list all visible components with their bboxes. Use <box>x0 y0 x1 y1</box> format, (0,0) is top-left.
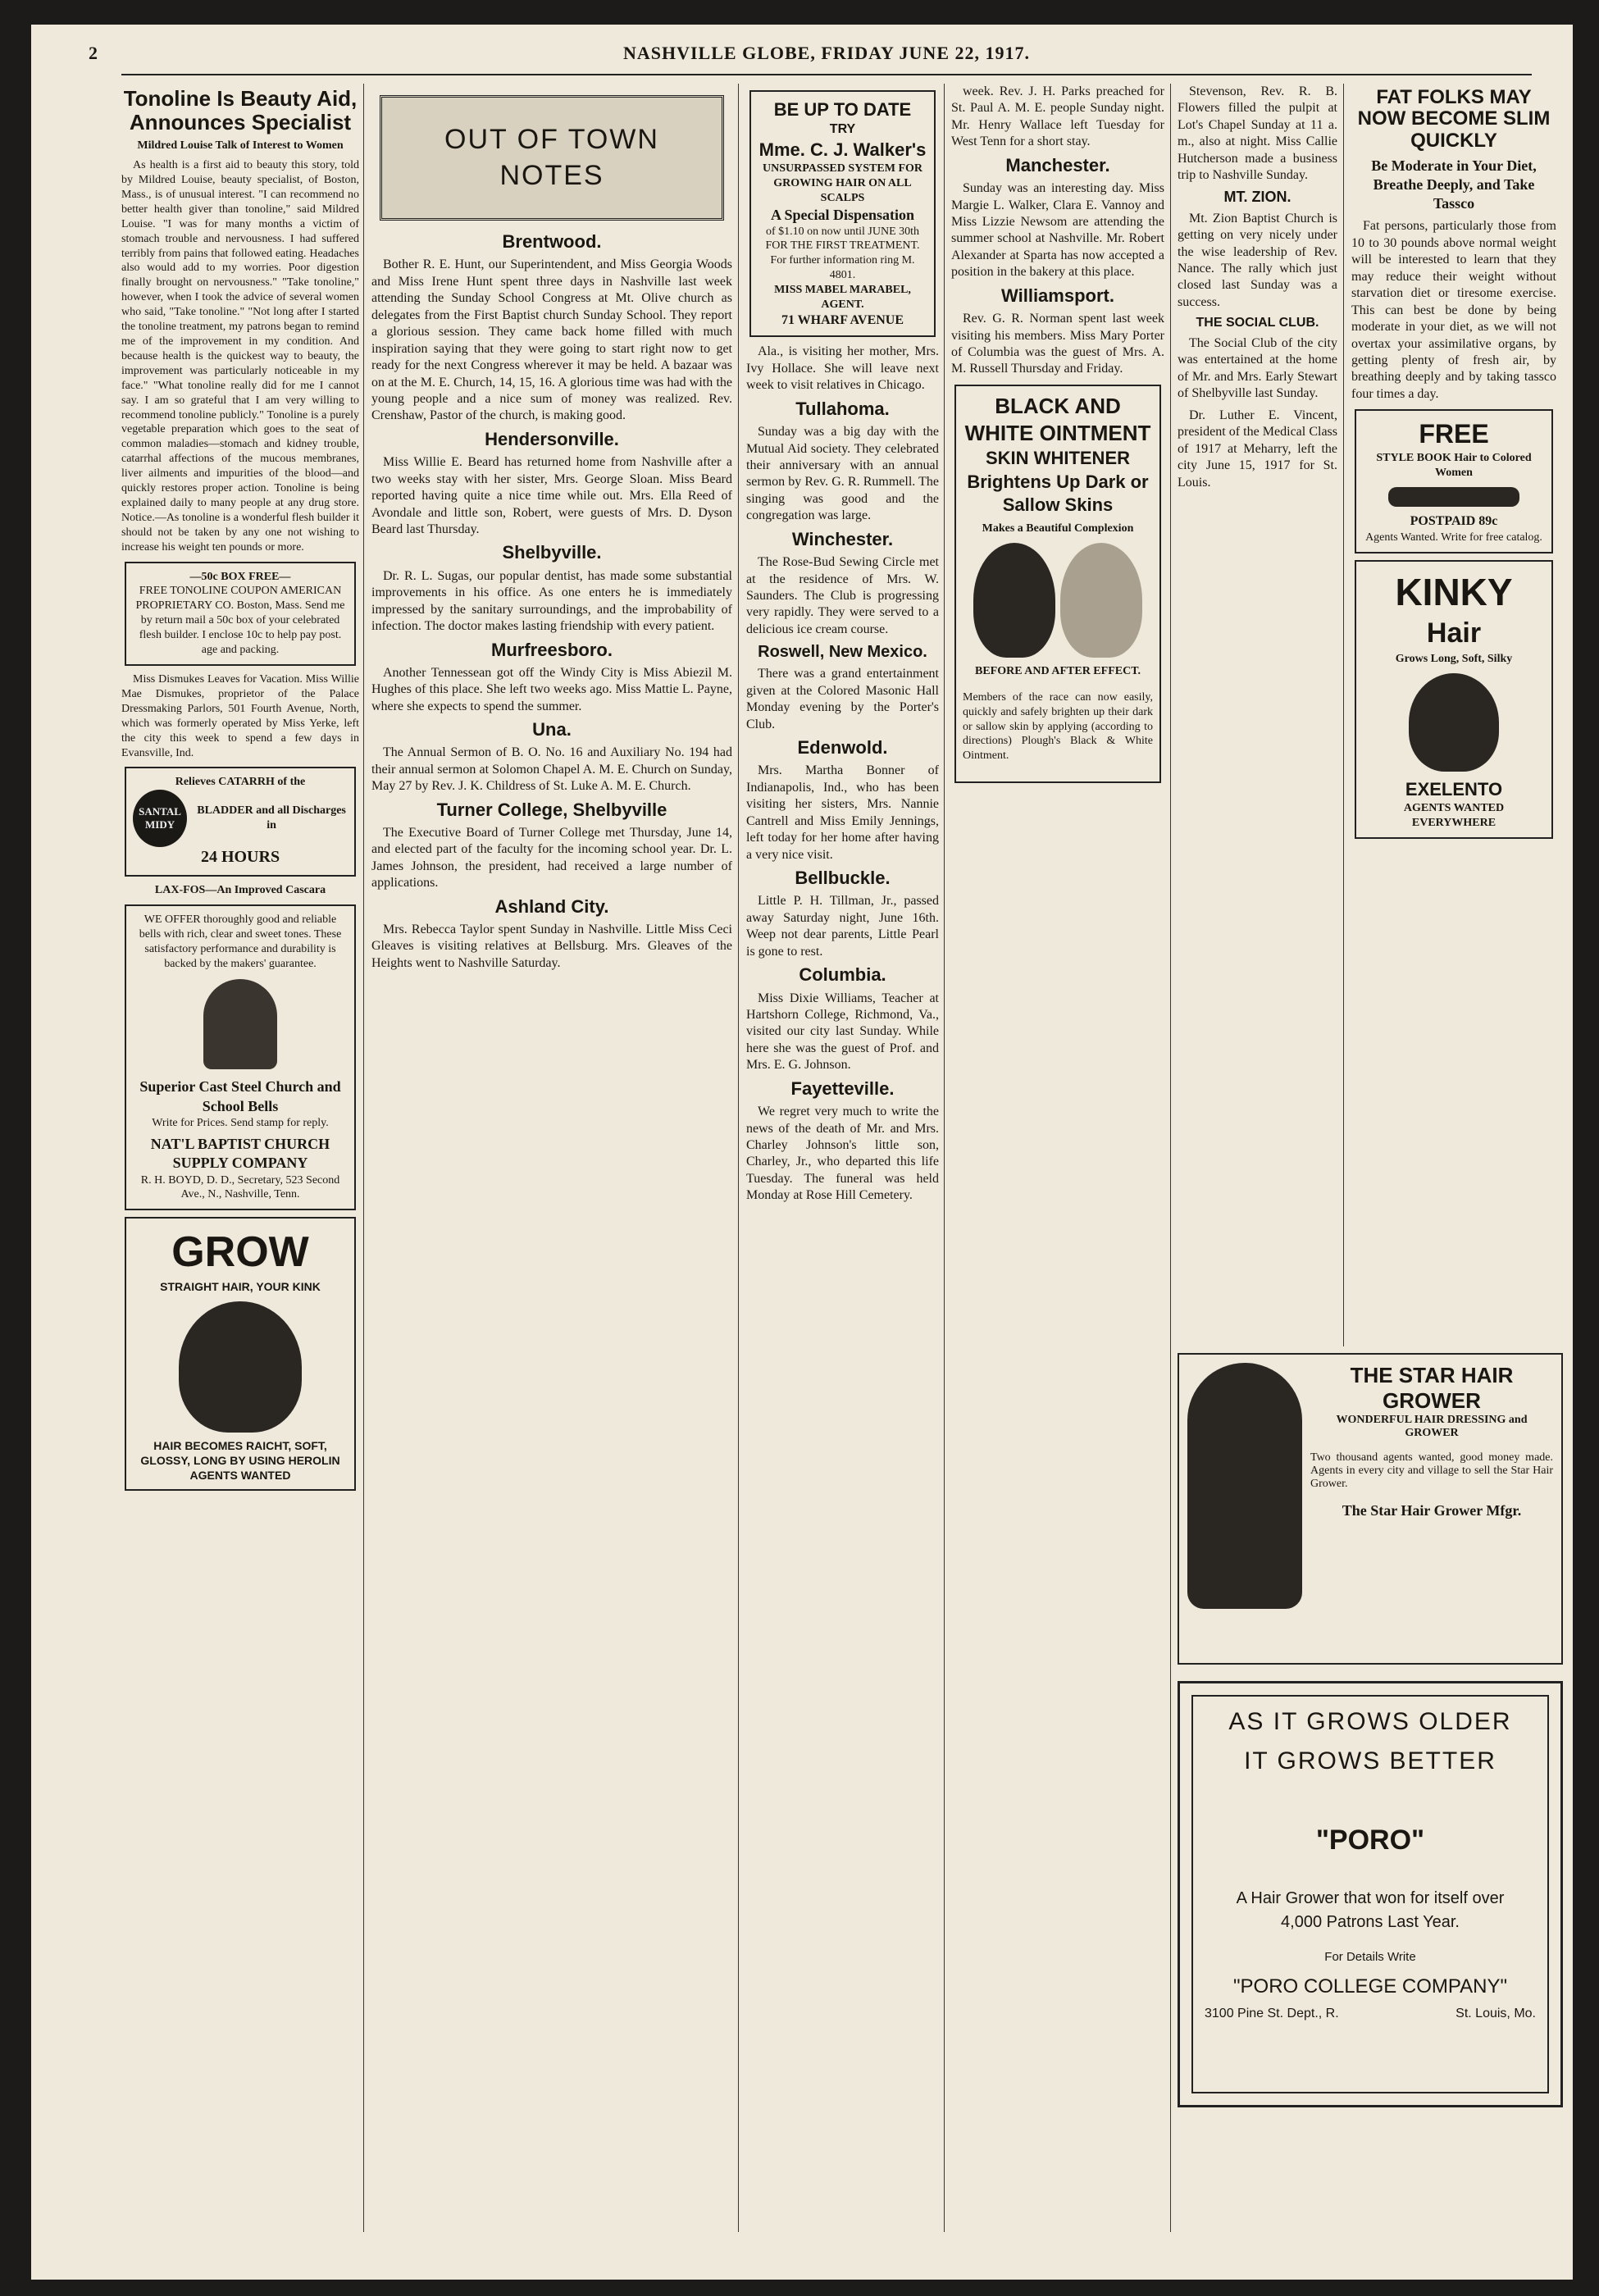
ointment-effect: BEFORE AND AFTER EFFECT. <box>975 664 1141 677</box>
stargrower-text: Two thousand agents wanted, good money made. Agents in every city and village to sell the Star Hair Grower. <box>1310 1451 1553 1490</box>
santal-hours: 24 HOURS <box>200 848 280 867</box>
column-4 <box>951 84 1164 2232</box>
walker-agent: MISS MABEL MARABEL, AGENT. <box>774 284 911 312</box>
ointment-tag: Brightens Up Dark or Sallow Skins <box>967 471 1149 515</box>
walker-system: UNSURPASSED SYSTEM FOR GROWING HAIR ON ALL SCALPS <box>763 162 922 204</box>
walker-address: 71 WHARF AVENUE <box>781 312 904 327</box>
tonoline-article: As health is a first aid to beauty this story, told by Mildred Louise, beauty specialist, of Boston, Mass., is of unusual interest. "I can recommend no better health giver than tonoline," said Mildred Louise. "I was for many months a victim of stomach trouble and nervousness. I had suffered terribly from pains that followed eating. Headaches also would add to my worries. Poor digestion finally brought on nervousness." "Take tonoline," however, when I took the advice of several women who said, "Take tonoline." "Not long after I started the tonoline treatment, my patrons began to remind me of the improvement in my condition. And because health is the quickest way to beauty, the improvement was particularly noticeable in my face." "What tonoline really did for me I cannot say. I am so grateful that I am very willing to recommend tonoline publicly." Tonoline is a purely vegetable preparation which goes to the seat of common maladies—stomach and kidney trouble, catarrhal affections of the mucous membranes, liver ailments and impurities of the blood—and quickly restores proper action. Tonoline is being explained daily to many people at any drug store. Notice.—As tonoline is a wonderful flesh builder it should not be taken by any one not wishing to increase his weight ten pounds or more. <box>121 159 359 554</box>
column-6 <box>1351 84 1556 1346</box>
kinky-hair-ad <box>1355 560 1553 839</box>
fat-folks-sub: Be Moderate in Your Diet, Breathe Deeply, and Take Tassco <box>1371 157 1537 212</box>
ointment-sub: SKIN WHITENER <box>986 448 1130 469</box>
kinky-sub: Grows Long, Soft, Silky <box>1395 652 1513 665</box>
roswell-title: Roswell, New Mexico. <box>758 643 927 662</box>
tonoline-headline: Tonoline Is Beauty Aid, Announces Specialist <box>123 86 358 134</box>
column-rule <box>944 84 945 2232</box>
hendersonville-title: Hendersonville. <box>485 428 619 449</box>
face-after-icon <box>1060 543 1142 658</box>
poro-brand: "PORO" <box>1315 1824 1425 1856</box>
laxfos-ad: LAX-FOS—An Improved Cascara <box>154 883 326 896</box>
free-postpaid: POSTPAID 89c <box>1410 514 1498 529</box>
santal-capsule-logo: SANTAL MIDY <box>133 790 187 847</box>
edenwold-text: Mrs. Martha Bonner of Indianapolis, Ind., who has been visiting her sisters, Mrs. Nannie Cantrell and Miss Emily Jennings, left today for her home after having a very nice visit. <box>746 763 939 862</box>
free-style-book-ad <box>1355 409 1553 553</box>
woman-long-hair-icon <box>1187 1363 1302 1609</box>
woman-portrait-icon <box>179 1301 302 1433</box>
tullahoma-title: Tullahoma. <box>795 398 890 419</box>
stargrower-sub: WONDERFUL HAIR DRESSING and GROWER <box>1336 1414 1528 1439</box>
shelbyville-title: Shelbyville. <box>502 542 602 563</box>
walker-brand: Mme. C. J. Walker's <box>758 139 927 160</box>
column-rule <box>1170 84 1171 2232</box>
edenwold-title: Edenwold. <box>797 737 888 758</box>
grow-title: GROW <box>171 1228 309 1277</box>
grow-hair: HAIR BECOMES RAICHT, SOFT, GLOSSY, LONG BY USING HEROLIN <box>140 1438 340 1467</box>
williamsport-text: Rev. G. R. Norman spent last week visiting his members. Miss Mary Porter of Columbia was the guest of Mrs. A. M. Russell Thursday and Friday. <box>951 312 1164 376</box>
herolin-ad <box>125 1217 356 1491</box>
column-rule <box>1343 84 1344 1346</box>
manchester-title: Manchester. <box>1005 154 1110 175</box>
free-book: STYLE BOOK Hair to Colored Women <box>1376 452 1532 480</box>
bells-intro: WE OFFER thoroughly good and reliable bells with rich, clear and sweet tones. These satisfactory performance and durability is backed by the makers' guarantee. <box>139 913 342 970</box>
fat-folks-text: Fat persons, particularly those from 10 to 30 pounds above normal weight will be interested to learn that they may reduce their weight without starvation diet or tiresome exercise. This can best be done by being moderate in your diet, as we will not overtax your assimilative organs, by getting plenty of fresh air, by breathing deeply and by taking tassco four times a day. <box>1351 219 1556 401</box>
roswell-text: There was a grand entertainment given at the Colored Masonic Hall Monday evening by the Porter's Club. <box>746 667 939 731</box>
poro-claim: A Hair Grower that won for itself over <box>1236 1889 1505 1907</box>
poro-line1: AS IT GROWS OLDER <box>1228 1708 1512 1735</box>
stargrower-mfr: The Star Hair Grower Mfgr. <box>1342 1502 1522 1519</box>
grow-sub: STRAIGHT HAIR, YOUR KINK <box>160 1279 321 1293</box>
coupon-text: FREE TONOLINE COUPON AMERICAN PROPRIETARY CO. Boston, Mass. Send me by return mail a 50c box of your celebrated flesh builder. I enclose 10c to help pay post. age and packing. <box>135 585 345 657</box>
ashland-city-title: Ashland City. <box>494 895 609 917</box>
dismukes-note: Miss Dismukes Leaves for Vacation. Miss Willie Mae Dismukes, proprietor of the Palace Dressmaking Parlors, 501 Fourth Avenue, North, which was formerly operated by Miss Yerke, left the city this week to spend a few days in Evansville, Ind. <box>121 673 359 759</box>
column-5 <box>1178 84 1337 1346</box>
tullahoma-text: Sunday was a big day with the Mutual Aid society. They celebrated their anniversary with an annual sermon by Rev. G. R. Rummell. The singing was good and the congregation was large. <box>746 425 939 523</box>
poro-company: "PORO COLLEGE COMPANY" <box>1233 1975 1507 1998</box>
walker-ad-try: TRY <box>829 122 856 137</box>
column-1 <box>121 84 359 2232</box>
poro-city: St. Louis, Mo. <box>1456 2007 1536 2020</box>
turner-college-title: Turner College, Shelbyville <box>436 799 667 820</box>
column-3 <box>746 84 939 2232</box>
free-title: FREE <box>1419 419 1489 449</box>
mtzion-title: MT. ZION. <box>1223 188 1292 205</box>
bellbuckle-title: Bellbuckle. <box>795 868 891 889</box>
vincent-text: Dr. Luther E. Vincent, president of the Medical Class of 1917 at Meharry, left the city June 15, 1917 for St. Louis. <box>1178 408 1337 490</box>
newspaper-page <box>31 25 1573 2280</box>
ointment-caption: Makes a Beautiful Complexion <box>982 522 1134 535</box>
kinky-hair: Hair <box>1426 617 1482 649</box>
winchester-text: The Rose-Bud Sewing Circle met at the residence of Mrs. W. Saunders. The Club is progressing very rapidly. They were served to a delicious ice cream course. <box>746 555 939 636</box>
ointment-text: Members of the race can now easily, quickly and safely brighten up their dark or sallow skin by applying (according to directions) Plough's Black & White Ointment. <box>963 690 1153 763</box>
exelento-brand: EXELENTO <box>1405 778 1503 800</box>
column-2 <box>371 84 732 2232</box>
poro-patrons: 4,000 Patrons Last Year. <box>1281 1913 1460 1931</box>
turner-college-text: The Executive Board of Turner College met Thursday, June 14, and elected part of the faculty for the incoming school year. Dr. L. James Johnson, the president, had received a large number of applications. <box>371 825 732 891</box>
column-rule <box>738 84 739 2232</box>
black-white-ointment-ad <box>954 385 1161 783</box>
bells-title: Superior Cast Steel Church and School Bells <box>139 1078 341 1114</box>
brentwood-text: Bother R. E. Hunt, our Superintendent, and Miss Georgia Woods and Miss Irene Hunt spent three days in Nashville last week attending the Sunday School Congress at Mt. Olive church as delegates from the First Baptist church Sunday School. They report a glorious session. They came back home filled with much inspiration saying that they were going to start right now to get ready for the next Congress wherever it may be held. A bazaar was on at the M. E. Church, 14, 15, 16. A glorious time was had with the young people and a nice sum of money was realized. Rev. Crenshaw, Pastor of the church, is making good. <box>371 257 732 423</box>
mtzion-text: Mt. Zion Baptist Church is getting on very nicely under the wise leadership of Rev. Nance. The rally which just closed last Sunday was a success. <box>1178 211 1337 309</box>
murfreesboro-title: Murfreesboro. <box>491 639 613 660</box>
kinky-title: KINKY <box>1395 570 1513 613</box>
coupon-title: —50c BOX FREE— <box>189 570 291 583</box>
bells-contact: R. H. BOYD, D. D., Secretary, 523 Second Ave., N., Nashville, Tenn. <box>140 1173 340 1201</box>
poro-line2: IT GROWS BETTER <box>1244 1747 1496 1774</box>
shelbyville-text: Dr. R. L. Sugas, our popular dentist, has made some substantial improvements in his office. As one enters he is immediately impressed by the sanitary surroundings, and the improbability of infection. The doctor makes lasting friendship with every patient. <box>371 568 732 634</box>
walker-ad-title: BE UP TO DATE <box>773 99 912 120</box>
ashland-city-text: Mrs. Rebecca Taylor spent Sunday in Nashville. Little Miss Ceci Gleaves is visiting relatives at Bellsburg. Mrs. Gleaves of the Heights went to Nashville Saturday. <box>371 922 732 970</box>
bells-ad <box>125 904 356 1210</box>
col3-lead-text: Ala., is visiting her mother, Mrs. Ivy Hollace. She will leave next week to visit relatives in Chicago. <box>746 344 939 393</box>
col4-lead-text: week. Rev. J. H. Parks preached for St. Paul A. M. E. people Sunday night. Mr. Henry Wallace left Tuesday for West Tenn for a short stay. <box>951 84 1164 149</box>
fayetteville-text: We regret very much to write the news of the death of Mr. and Mrs. Charley Johnson's little son, Charley, Jr., who departed this life Tuesday. The funeral was held Monday at Rose Hill Cemetery. <box>746 1105 939 1203</box>
santal-line2: BLADDER and all Discharges in <box>197 804 346 832</box>
social-club-title: THE SOCIAL CLUB. <box>1196 316 1319 330</box>
bell-icon <box>203 979 277 1069</box>
grow-agents: AGENTS WANTED <box>189 1468 291 1482</box>
masthead-title: NASHVILLE GLOBE, FRIDAY JUNE 22, 1917. <box>622 43 1030 63</box>
columbia-title: Columbia. <box>799 964 886 986</box>
face-before-icon <box>973 543 1055 658</box>
out-of-town-notes-banner: OUT OF TOWN NOTES <box>380 95 724 221</box>
bells-write: Write for Prices. Send stamp for reply. <box>152 1116 329 1129</box>
poro-address: 3100 Pine St. Dept., R. <box>1205 2007 1339 2020</box>
winchester-title: Winchester. <box>791 528 894 549</box>
social-club-text: The Social Club of the city was entertained at the home of Mr. and Mrs. Early Stewart of Shelbyville last Sunday. <box>1178 336 1337 401</box>
walker-special: A Special Dispensation <box>770 206 915 223</box>
star-hair-grower-ad <box>1178 1353 1563 1665</box>
hair-switch-icon <box>1388 487 1519 507</box>
col5-lead-text: Stevenson, Rev. R. B. Flowers filled the pulpit at Lot's Chapel Sunday at 11 a. m., also at night. Miss Callie Hutcherson made a business trip to Nashville Sunday. <box>1178 84 1337 183</box>
tonoline-coupon <box>125 562 356 666</box>
before-after-faces <box>963 543 1153 658</box>
free-agents: Agents Wanted. Write for free catalog. <box>1365 531 1542 544</box>
santal-line1: Relieves CATARRH of the <box>175 776 306 789</box>
woman-portrait-icon <box>1409 673 1499 772</box>
una-title: Una. <box>532 719 572 740</box>
una-text: The Annual Sermon of B. O. No. 16 and Auxiliary No. 194 had their annual sermon at Solomon Chapel A. M. E. Church on Sunday, May 27 by Rev. J. K. Childress of St. Luke A. M. E. Church. <box>371 745 732 794</box>
santal-midy-ad <box>125 767 356 877</box>
walker-info: For further information ring M. 4801. <box>770 254 915 282</box>
williamsport-title: Williamsport. <box>1001 285 1114 306</box>
brentwood-title: Brentwood. <box>502 231 602 253</box>
walker-hair-ad <box>749 90 936 337</box>
masthead <box>89 33 1532 75</box>
murfreesboro-text: Another Tennessean got off the Windy City is Miss Abiezil M. Hughes of this place. She left two weeks ago. Miss Mattie L. Payne, where she expects to spend the summer. <box>371 665 732 713</box>
hendersonville-text: Miss Willie E. Beard has returned home from Nashville after a two weeks stay with her sister, Mrs. George Sloan. Miss Beard reported having quite a nice time while out. Mrs. Ella Reed of Avondale and little son, Robert, were guests of Mrs. D. Dyson Beard last Thursday. <box>371 455 732 536</box>
poro-ad <box>1178 1681 1563 2107</box>
column-rule <box>363 84 364 2232</box>
manchester-text: Sunday was an interesting day. Miss Margie L. Walker, Clara E. Vannoy and Miss Lizzie Newsom are attending the summer school at Nashville. Mr. Robert Alexander at Sparta has now accepted a position in the bakery at this place. <box>951 181 1164 280</box>
bellbuckle-text: Little P. H. Tillman, Jr., passed away Saturday night, June 16th. Weep not dear parents, Little Pearl is gone to rest. <box>746 894 939 959</box>
fayetteville-title: Fayetteville. <box>790 1077 895 1099</box>
stargrower-title: THE STAR HAIR GROWER <box>1350 1363 1514 1413</box>
ointment-title: BLACK AND WHITE OINTMENT <box>964 393 1151 446</box>
fat-folks-headline: FAT FOLKS MAY NOW BECOME SLIM QUICKLY <box>1357 86 1551 152</box>
columbia-text: Miss Dixie Williams, Teacher at Hartshorn College, Richmond, Va., visited our city last Sunday. While here she was the guest of Prof. and Mrs. E. G. Johnson. <box>746 991 939 1073</box>
walker-offer: of $1.10 on now until JUNE 30th FOR THE FIRST TREATMENT. <box>765 225 920 253</box>
bells-company: NAT'L BAPTIST CHURCH SUPPLY COMPANY <box>150 1136 330 1172</box>
tonoline-subhead: Mildred Louise Talk of Interest to Women <box>137 139 344 153</box>
page-number: 2 <box>89 43 98 63</box>
kinky-agents: AGENTS WANTED EVERYWHERE <box>1403 802 1505 829</box>
poro-details: For Details Write <box>1324 1950 1416 1964</box>
